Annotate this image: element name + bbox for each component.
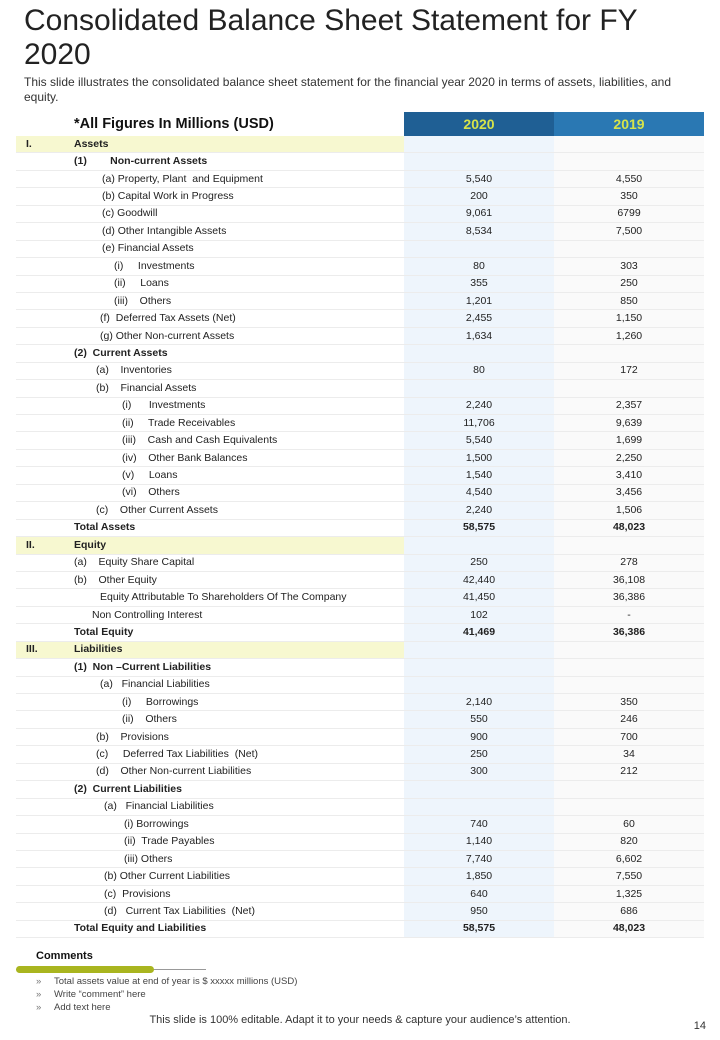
value-2019: 4,550 [554, 170, 704, 187]
section-number [16, 502, 64, 519]
row-label [64, 170, 404, 187]
row-label-text: (g) Other Non-current Assets [100, 329, 235, 342]
row-label [64, 275, 404, 292]
value-2020: 41,469 [404, 624, 554, 641]
section-number [16, 589, 64, 606]
section-number [16, 554, 64, 571]
row-label [64, 467, 404, 484]
value-2019: 250 [554, 275, 704, 292]
row-label [64, 223, 404, 240]
section-number [16, 205, 64, 222]
section-number [16, 711, 64, 728]
row-label [64, 258, 404, 275]
row-label [64, 589, 404, 606]
row-label-text: (i) Borrowings [124, 817, 189, 830]
comments-accent-bar [16, 966, 154, 973]
row-label-text: (iii) Cash and Cash Equivalents [122, 434, 278, 447]
subtotal-row [16, 345, 704, 362]
section-number: II. [16, 537, 64, 554]
section-number: III. [16, 641, 64, 658]
row-label-text: (ii) Others [122, 713, 177, 726]
row-label-text: (d) Other Non-current Liabilities [96, 765, 252, 778]
table-row [16, 798, 704, 815]
value-2019: 3,410 [554, 467, 704, 484]
section-number [16, 903, 64, 920]
section-number [16, 676, 64, 693]
row-label [64, 240, 404, 257]
row-label-text: (v) Loans [122, 469, 178, 482]
row-label-text: (1) Non-current Assets [74, 155, 208, 168]
section-number [16, 850, 64, 867]
row-label [64, 833, 404, 850]
row-label-text: (2) Current Assets [74, 346, 168, 359]
value-2019 [554, 641, 704, 658]
value-2020: 355 [404, 275, 554, 292]
row-label-text: (2) Current Liabilities [74, 782, 182, 795]
row-label [64, 694, 404, 711]
value-2019: 36,386 [554, 589, 704, 606]
table-row [16, 711, 704, 728]
comment-item: » Add text here [36, 1001, 297, 1014]
section-number [16, 397, 64, 414]
subtotal-row [16, 519, 704, 536]
header-spacer [16, 112, 64, 136]
value-2019 [554, 153, 704, 170]
section-number [16, 763, 64, 780]
value-2020: 80 [404, 362, 554, 379]
value-2020: 300 [404, 763, 554, 780]
row-label [64, 345, 404, 362]
value-2019: 686 [554, 903, 704, 920]
value-2019 [554, 380, 704, 397]
page-title: Consolidated Balance Sheet Statement for FY 2020 [24, 4, 638, 71]
row-label [64, 136, 404, 153]
section-number [16, 310, 64, 327]
balance-sheet-table [16, 112, 704, 938]
table-row [16, 327, 704, 344]
row-label-text: (a) Property, Plant and Equipment [102, 172, 263, 185]
value-2020 [404, 380, 554, 397]
value-2019: 1,260 [554, 327, 704, 344]
table-row [16, 850, 704, 867]
value-2019 [554, 781, 704, 798]
section-number [16, 362, 64, 379]
table-row [16, 606, 704, 623]
table-row [16, 397, 704, 414]
figures-unit-label: *All Figures In Millions (USD) [74, 115, 274, 132]
row-label-text: (i) Investments [114, 259, 195, 272]
value-2019: 850 [554, 292, 704, 309]
value-2020: 102 [404, 606, 554, 623]
value-2019: 48,023 [554, 519, 704, 536]
value-2019: 1,506 [554, 502, 704, 519]
value-2019: 6799 [554, 205, 704, 222]
value-2019: 172 [554, 362, 704, 379]
value-2019 [554, 136, 704, 153]
section-row [16, 136, 704, 153]
table-row [16, 903, 704, 920]
row-label-text: Equity [74, 538, 107, 551]
comment-item: » Total assets value at end of year is $ xxxxx millions (USD) [36, 975, 297, 988]
value-2019: 48,023 [554, 920, 704, 937]
row-label-text: (i) Borrowings [122, 695, 199, 708]
section-number [16, 327, 64, 344]
table-row [16, 415, 704, 432]
value-2019 [554, 659, 704, 676]
row-label-text: (1) Non –Current Liabilities [74, 660, 212, 673]
row-label [64, 205, 404, 222]
section-number [16, 885, 64, 902]
subtotal-row [16, 659, 704, 676]
value-2020: 7,740 [404, 850, 554, 867]
value-2020: 5,540 [404, 170, 554, 187]
row-label-text: (d) Other Intangible Assets [102, 224, 227, 237]
year-2020-header: 2020 [404, 112, 554, 136]
table-row [16, 589, 704, 606]
value-2019 [554, 676, 704, 693]
value-2020 [404, 153, 554, 170]
table-row [16, 205, 704, 222]
section-number: I. [16, 136, 64, 153]
row-label-text: (vi) Others [122, 486, 180, 499]
value-2019: 1,325 [554, 885, 704, 902]
section-number [16, 380, 64, 397]
value-2020: 5,540 [404, 432, 554, 449]
row-label-text: Liabilities [74, 643, 123, 656]
row-label-text: (c) Other Current Assets [96, 503, 218, 516]
row-label-text: (a) Financial Liabilities [100, 678, 210, 691]
value-2019: 2,250 [554, 449, 704, 466]
section-number [16, 292, 64, 309]
table-row [16, 502, 704, 519]
table-row [16, 310, 704, 327]
row-label [64, 728, 404, 745]
value-2019: 1,150 [554, 310, 704, 327]
section-row [16, 537, 704, 554]
value-2019: 278 [554, 554, 704, 571]
value-2019: 3,456 [554, 484, 704, 501]
row-label-text: (c) Deferred Tax Liabilities (Net) [96, 748, 259, 761]
table-row [16, 833, 704, 850]
section-number [16, 920, 64, 937]
row-label [64, 502, 404, 519]
row-label [64, 554, 404, 571]
subtotal-row [16, 153, 704, 170]
row-label-text: (b) Financial Assets [96, 381, 197, 394]
value-2020: 9,061 [404, 205, 554, 222]
value-2020: 4,540 [404, 484, 554, 501]
row-label [64, 920, 404, 937]
row-label [64, 188, 404, 205]
table-row [16, 380, 704, 397]
row-label [64, 415, 404, 432]
row-label-text: (d) Current Tax Liabilities (Net) [104, 904, 255, 917]
value-2019: 36,108 [554, 571, 704, 588]
table-row [16, 258, 704, 275]
row-label-text: (c) Provisions [104, 887, 171, 900]
value-2020: 42,440 [404, 571, 554, 588]
value-2020: 2,140 [404, 694, 554, 711]
row-label [64, 624, 404, 641]
row-label [64, 676, 404, 693]
value-2020: 550 [404, 711, 554, 728]
row-label-text: Total Equity and Liabilities [74, 922, 207, 935]
comments-title: Comments [36, 950, 93, 962]
table-row [16, 188, 704, 205]
row-label [64, 746, 404, 763]
section-number [16, 258, 64, 275]
comments-list [36, 975, 297, 1014]
table-row [16, 223, 704, 240]
row-label-text: (b) Other Current Liabilities [104, 870, 231, 883]
subtotal-row [16, 624, 704, 641]
table-row [16, 449, 704, 466]
section-number [16, 816, 64, 833]
row-label-text: (a) Equity Share Capital [74, 556, 195, 569]
value-2019: 36,386 [554, 624, 704, 641]
value-2020 [404, 676, 554, 693]
row-label [64, 397, 404, 414]
section-number [16, 833, 64, 850]
row-label [64, 327, 404, 344]
section-number [16, 432, 64, 449]
value-2020: 2,240 [404, 502, 554, 519]
value-2019: 350 [554, 694, 704, 711]
row-label [64, 641, 404, 658]
value-2020 [404, 641, 554, 658]
row-label-text: (c) Goodwill [102, 207, 158, 220]
row-label-text: (ii) Loans [114, 277, 169, 290]
value-2019: 7,550 [554, 868, 704, 885]
row-label-text: Equity Attributable To Shareholders Of The Company [100, 591, 347, 604]
row-label [64, 571, 404, 588]
value-2020 [404, 798, 554, 815]
table-row [16, 868, 704, 885]
table-row [16, 763, 704, 780]
row-label [64, 537, 404, 554]
table-row [16, 240, 704, 257]
value-2019: 303 [554, 258, 704, 275]
value-2020: 250 [404, 746, 554, 763]
value-2020: 950 [404, 903, 554, 920]
year-2019-header: 2019 [554, 112, 704, 136]
section-number [16, 240, 64, 257]
value-2019: 246 [554, 711, 704, 728]
section-number [16, 345, 64, 362]
value-2019 [554, 345, 704, 362]
row-label [64, 903, 404, 920]
value-2020: 1,500 [404, 449, 554, 466]
row-label [64, 153, 404, 170]
row-label [64, 362, 404, 379]
table-row [16, 432, 704, 449]
section-number [16, 484, 64, 501]
row-label [64, 432, 404, 449]
table-row [16, 676, 704, 693]
value-2020: 11,706 [404, 415, 554, 432]
row-label-text: (iv) Other Bank Balances [122, 451, 248, 464]
row-label-text: (f) Deferred Tax Assets (Net) [100, 312, 236, 325]
row-label-text: (ii) Trade Payables [124, 835, 215, 848]
row-label-text: Non Controlling Interest [92, 608, 203, 621]
section-number [16, 694, 64, 711]
value-2020: 1,850 [404, 868, 554, 885]
value-2020 [404, 781, 554, 798]
row-label-text: Assets [74, 137, 109, 150]
section-number [16, 223, 64, 240]
table-row [16, 484, 704, 501]
section-number [16, 275, 64, 292]
row-label-text: Total Equity [74, 625, 134, 638]
table-row [16, 292, 704, 309]
row-label [64, 868, 404, 885]
row-label [64, 711, 404, 728]
value-2019: 1,699 [554, 432, 704, 449]
row-label-text: Total Assets [74, 521, 136, 534]
value-2020: 1,140 [404, 833, 554, 850]
table-header-row [16, 112, 704, 136]
table-row [16, 467, 704, 484]
value-2020: 8,534 [404, 223, 554, 240]
value-2019: 700 [554, 728, 704, 745]
table-row [16, 885, 704, 902]
value-2020: 2,455 [404, 310, 554, 327]
table-row [16, 362, 704, 379]
page-subtitle: This slide illustrates the consolidated balance sheet statement for the financial year 2020 in terms of assets, liabilities, and equity. [24, 75, 672, 104]
subtotal-row [16, 920, 704, 937]
value-2019: 2,357 [554, 397, 704, 414]
section-row [16, 641, 704, 658]
section-number [16, 153, 64, 170]
row-label [64, 816, 404, 833]
value-2020: 2,240 [404, 397, 554, 414]
value-2019: 34 [554, 746, 704, 763]
row-label [64, 781, 404, 798]
value-2020: 640 [404, 885, 554, 902]
value-2020: 80 [404, 258, 554, 275]
row-label-text: (a) Financial Liabilities [104, 800, 214, 813]
row-label [64, 606, 404, 623]
page-number: 14 [693, 1020, 706, 1032]
value-2020 [404, 240, 554, 257]
value-2019: 7,500 [554, 223, 704, 240]
row-label [64, 449, 404, 466]
section-number [16, 571, 64, 588]
value-2020: 41,450 [404, 589, 554, 606]
value-2019 [554, 798, 704, 815]
comment-item: » Write “comment” here [36, 988, 297, 1001]
section-number [16, 781, 64, 798]
value-2020: 200 [404, 188, 554, 205]
value-2019 [554, 537, 704, 554]
value-2019: - [554, 606, 704, 623]
section-number [16, 449, 64, 466]
section-number [16, 170, 64, 187]
row-label-text: (b) Provisions [96, 730, 169, 743]
row-label [64, 484, 404, 501]
row-label [64, 850, 404, 867]
value-2020: 250 [404, 554, 554, 571]
table-row [16, 554, 704, 571]
section-number [16, 624, 64, 641]
row-label-text: (ii) Trade Receivables [122, 416, 236, 429]
value-2019: 350 [554, 188, 704, 205]
value-2019: 820 [554, 833, 704, 850]
value-2019: 9,639 [554, 415, 704, 432]
row-label [64, 659, 404, 676]
table-row [16, 170, 704, 187]
footer-note: This slide is 100% editable. Adapt it to your needs & capture your audience’s attention. [149, 1014, 571, 1026]
row-label [64, 798, 404, 815]
value-2019: 60 [554, 816, 704, 833]
section-number [16, 188, 64, 205]
value-2020 [404, 537, 554, 554]
section-number [16, 728, 64, 745]
row-label-text: (iii) Others [114, 294, 172, 307]
table-row [16, 571, 704, 588]
section-number [16, 746, 64, 763]
row-label-text: (i) Investments [122, 399, 206, 412]
table-row [16, 728, 704, 745]
value-2020: 1,201 [404, 292, 554, 309]
table-row [16, 816, 704, 833]
value-2019: 6,602 [554, 850, 704, 867]
row-label [64, 310, 404, 327]
value-2020 [404, 345, 554, 362]
value-2020: 1,540 [404, 467, 554, 484]
row-label-text: (a) Inventories [96, 364, 172, 377]
section-number [16, 798, 64, 815]
value-2019: 212 [554, 763, 704, 780]
row-label [64, 885, 404, 902]
table-row [16, 275, 704, 292]
value-2019 [554, 240, 704, 257]
value-2020: 740 [404, 816, 554, 833]
value-2020: 58,575 [404, 920, 554, 937]
section-number [16, 868, 64, 885]
row-label [64, 763, 404, 780]
value-2020 [404, 659, 554, 676]
value-2020 [404, 136, 554, 153]
row-label-text: (e) Financial Assets [102, 242, 194, 255]
row-label-text: (iii) Others [124, 852, 173, 865]
section-number [16, 519, 64, 536]
row-label [64, 292, 404, 309]
table-row [16, 694, 704, 711]
section-number [16, 659, 64, 676]
value-2020: 58,575 [404, 519, 554, 536]
row-label-text: (b) Capital Work in Progress [102, 190, 234, 203]
table-row [16, 746, 704, 763]
section-number [16, 606, 64, 623]
section-number [16, 467, 64, 484]
value-2020: 900 [404, 728, 554, 745]
row-label-text: (b) Other Equity [74, 573, 157, 586]
row-label [64, 380, 404, 397]
value-2020: 1,634 [404, 327, 554, 344]
row-label [64, 519, 404, 536]
subtotal-row [16, 781, 704, 798]
section-number [16, 415, 64, 432]
